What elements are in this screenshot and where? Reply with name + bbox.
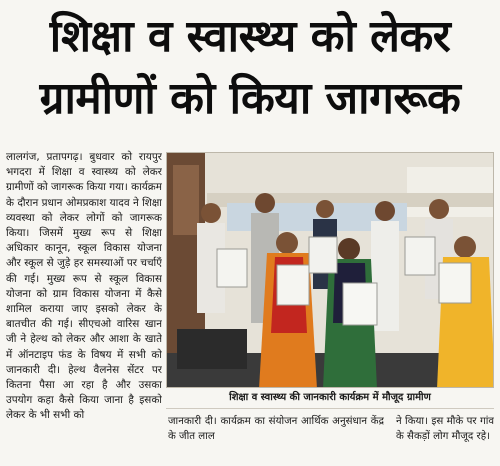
headline-line-1: शिक्षा व स्वास्थ्य को लेकर [49,11,451,62]
caption-divider [166,408,494,409]
news-photo-illustration [167,153,494,388]
article-text-column-1: लालगंज, प्रतापगढ़। बुधवार को रायपुर भगदरा में शिक्षा व स्वास्थ्य को लेकर ग्रामीणों को जागरूक किया गया। कार्यक्रम के दौरान प्रधान ओमप्रकाश यादव ने शिक्षा व्यवस्था को लेकर लोगों को जागरूक किया। जिसमें मुख्य रूप से शिक्षा अधिकार कानून, स्कूल विकास योजना और स्कूल से जुड़े हर समस्याओं पर चर्चाएँ की गई। मुख्य रूप से स्कूल विकास योजना को ग्राम विकास योजना में कैसे शामिल कराया जाए इसको लेकर के बातचीत की गई। सीएचओ वारिस खान जी ने हेल्थ को लेकर और आशा के खाते में ऑनटाइप फंड के विषय में सभी को जानकारी दी। हेल्थ वैलनेस सेंटर पर कितना पैसा आ रहा है और उसका उपयोग कहा कैसे किया जाना है इसको लेकर के भी सभी को [6,151,162,422]
article-column-3 [396,414,494,462]
article-text-column-3: ने किया। इस मौके पर गांव के सैकड़ों लोग मौजूद रहे। [396,416,494,442]
article-column-2 [168,414,384,462]
headline-line-2: ग्रामीणों को किया जागरूक [39,73,461,124]
news-photo [166,152,494,388]
photo-caption: शिक्षा व स्वास्थ्य की जानकारी कार्यक्रम में मौजूद ग्रामीण [229,392,431,403]
article-text-column-2: जानकारी दी। कार्यक्रम का संयोजन आर्थिक अनुसंधान केंद्र के जीत लाल [168,416,384,442]
article-column-1 [6,150,162,462]
